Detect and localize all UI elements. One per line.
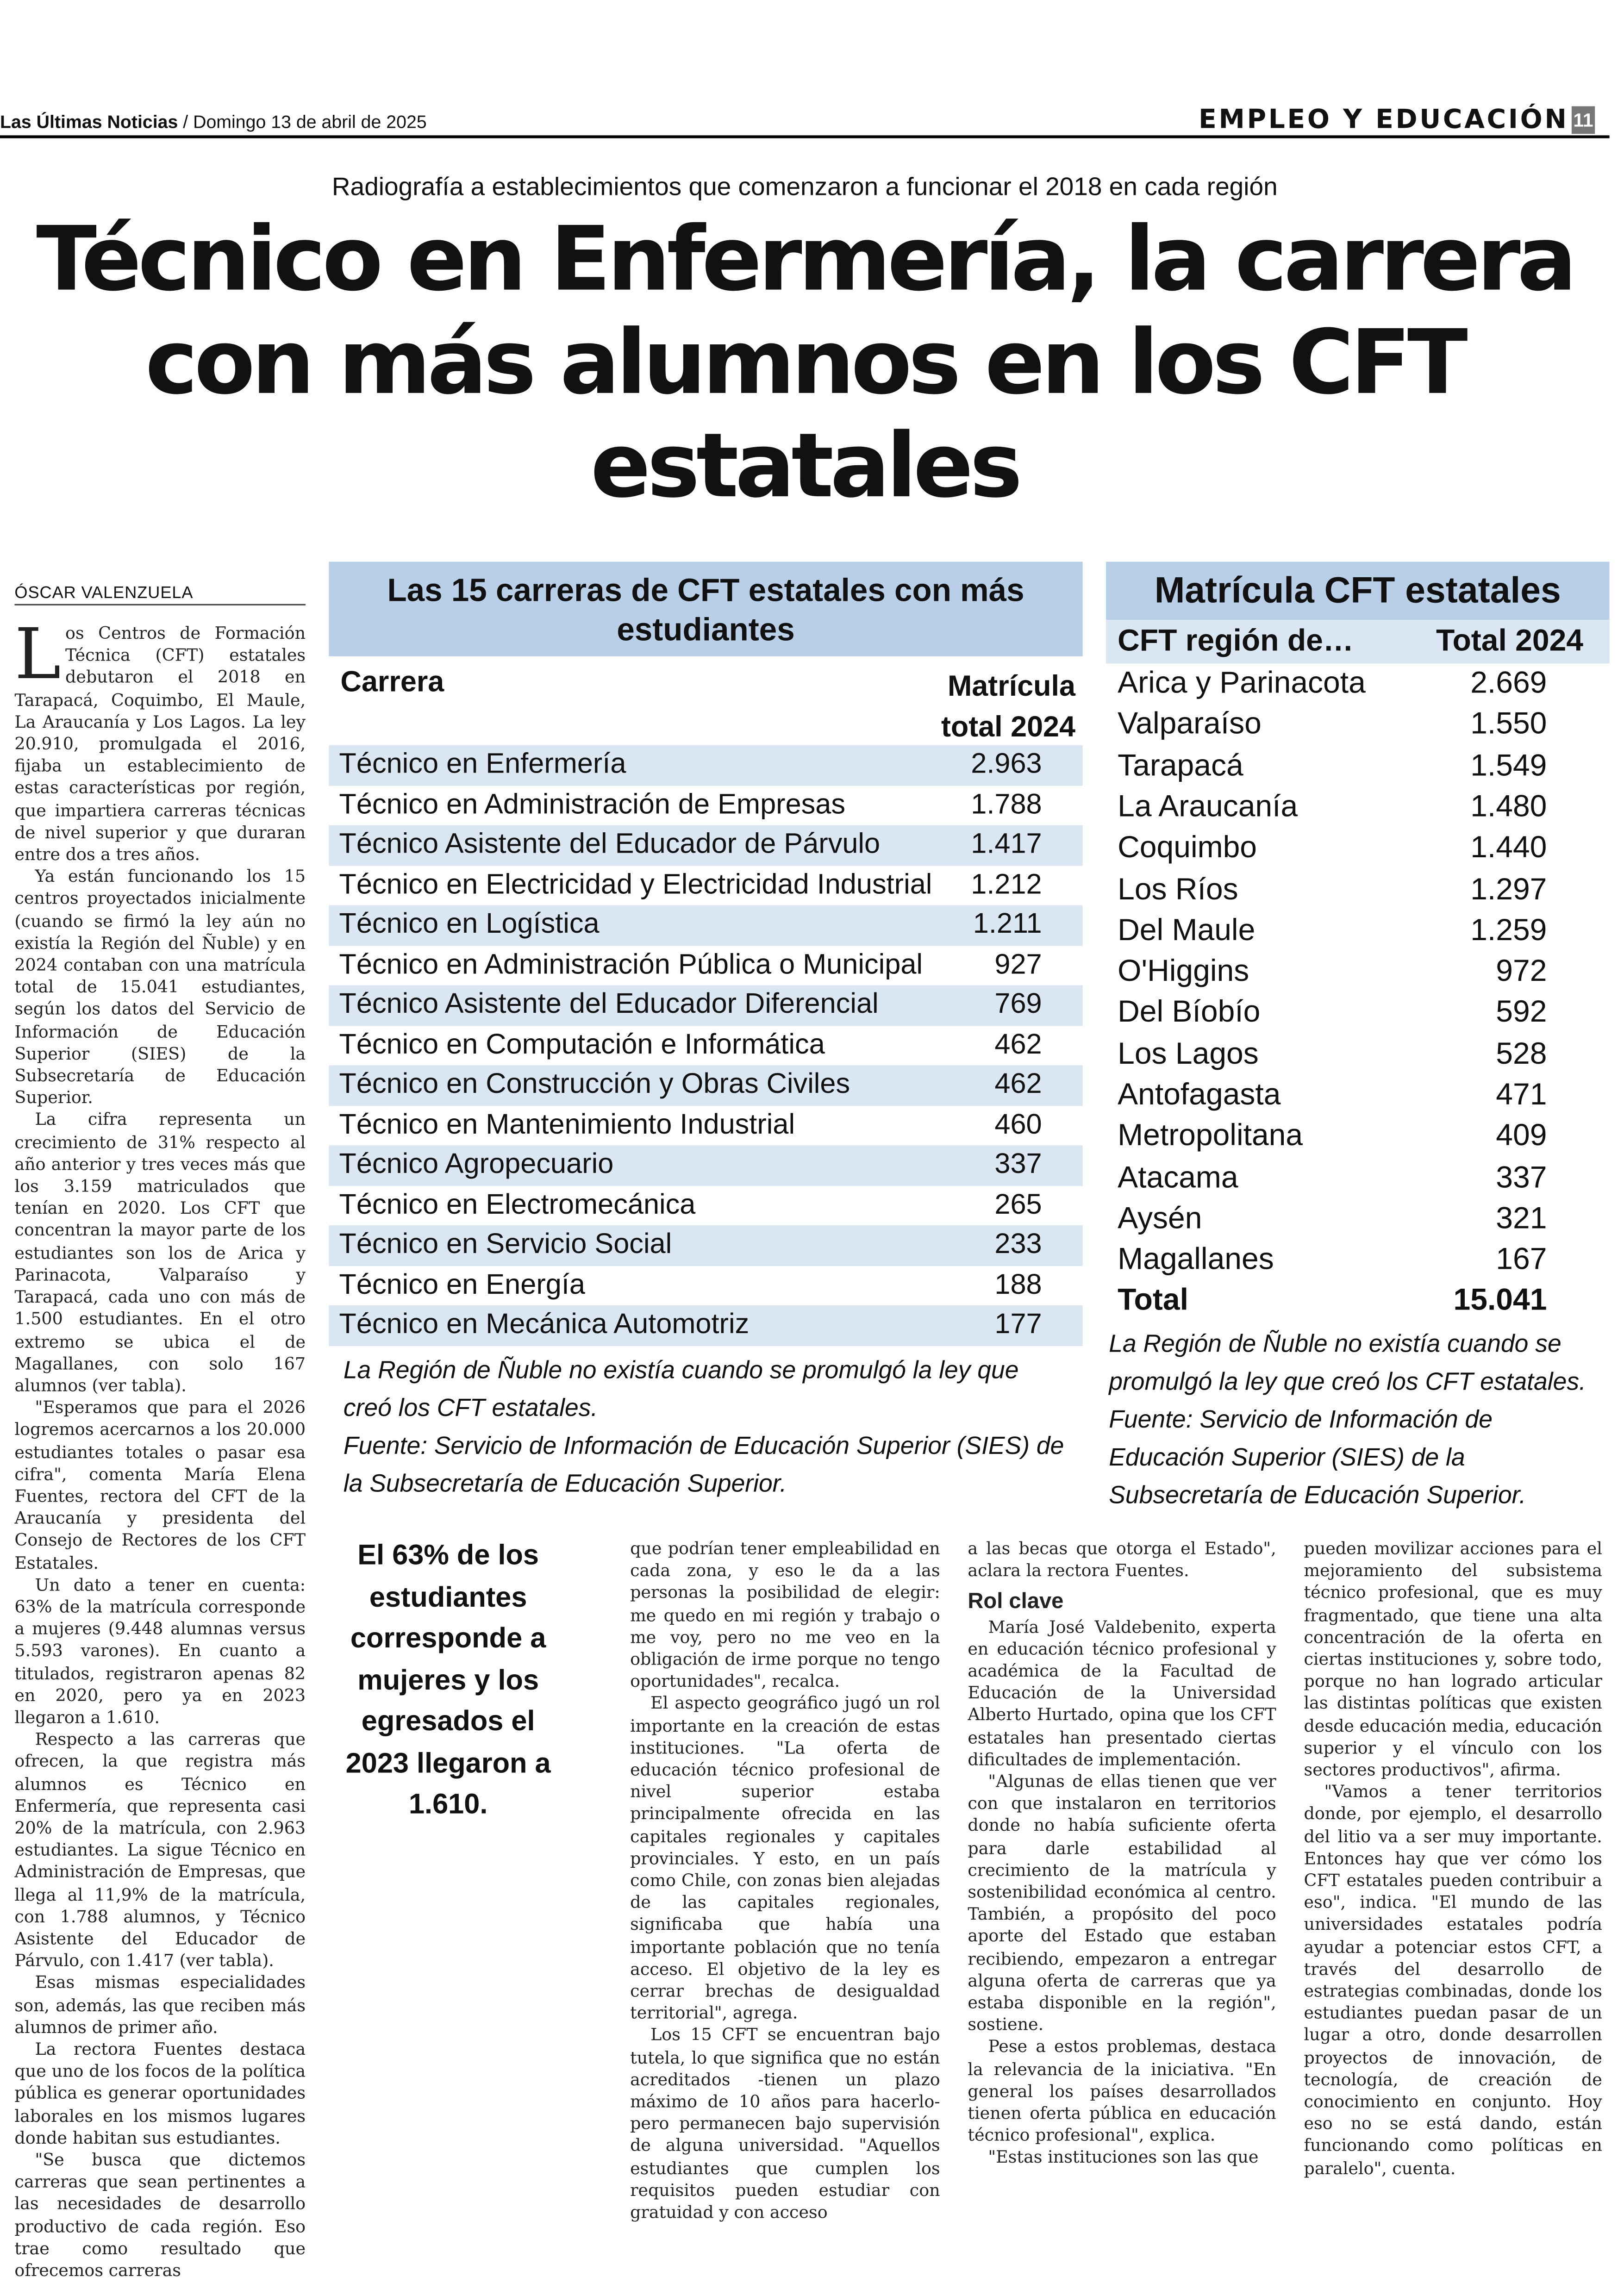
region-total: 1.480 bbox=[1470, 790, 1547, 824]
region-name: Coquimbo bbox=[1118, 831, 1257, 865]
career-enrollment: 188 bbox=[994, 1268, 1042, 1301]
region-total: 2.669 bbox=[1470, 666, 1547, 700]
article-column-3 bbox=[630, 1538, 940, 2224]
career-row bbox=[329, 865, 1082, 905]
paragraph: que podrían tener empleabilidad en cada zona, y eso le da a las personas la posibilidad de elegir: me quedo en mi región y trabajo o me voy, pero no me veo en la obligación de irme porque no tengo oportunidades", recalca. bbox=[630, 1538, 940, 1691]
career-row bbox=[329, 945, 1082, 985]
region-total: 167 bbox=[1496, 1243, 1547, 1277]
col-header-region: CFT región de… bbox=[1118, 624, 1354, 658]
career-name: Técnico Agropecuario bbox=[339, 1148, 614, 1180]
region-row bbox=[1106, 911, 1610, 952]
paragraph: La cifra representa un crecimiento de 31% respecto al año anterior y tres veces más que los 3.159 matriculados que tenían en 2020. Los CFT que concentran la mayor parte de los estudiantes son los de Arica y Parinacota, Valparaíso y Tarapacá, cada uno con más de 1.500 estudiantes. En el otro extremo se ubica el de Magallanes, con solo 167 alumnos (ver tabla). bbox=[14, 1110, 306, 1396]
career-row bbox=[329, 985, 1082, 1025]
career-enrollment: 1.211 bbox=[973, 908, 1042, 940]
career-row bbox=[329, 825, 1082, 865]
careers-table-source: Fuente: Servicio de Información de Educación Superior (SIES) de la Subsecretaría de Educación Superior. bbox=[343, 1432, 1064, 1498]
region-total: 1.549 bbox=[1470, 748, 1547, 783]
career-row bbox=[329, 1185, 1082, 1225]
careers-table-title: Las 15 carreras de CFT estatales con más estudiantes bbox=[329, 562, 1082, 656]
career-name: Técnico en Enfermería bbox=[339, 748, 626, 780]
region-name: La Araucanía bbox=[1118, 790, 1298, 824]
region-total: 972 bbox=[1496, 954, 1547, 989]
career-name: Técnico en Servicio Social bbox=[339, 1228, 672, 1260]
total-label: Total bbox=[1118, 1283, 1188, 1317]
region-row bbox=[1106, 746, 1610, 787]
region-total: 471 bbox=[1496, 1078, 1547, 1112]
col-header-total: Total 2024 bbox=[1436, 624, 1584, 658]
paragraph: a las becas que otorga el Estado", aclara la rectora Fuentes. bbox=[968, 1538, 1276, 1581]
career-enrollment: 265 bbox=[994, 1188, 1042, 1221]
career-name: Técnico en Administración Pública o Municipal bbox=[339, 948, 923, 980]
careers-table-note: La Región de Ñuble no existía cuando se promulgó la ley que creó los CFT estatales. bbox=[343, 1356, 1019, 1422]
paragraph bbox=[14, 614, 306, 867]
region-total: 528 bbox=[1496, 1037, 1547, 1071]
region-row bbox=[1106, 1075, 1610, 1116]
publication-header bbox=[0, 112, 427, 132]
subhead: Rol clave bbox=[968, 1590, 1064, 1615]
region-name: Aysén bbox=[1118, 1202, 1202, 1235]
region-total: 1.259 bbox=[1470, 913, 1547, 948]
page-number: 11 bbox=[1572, 106, 1595, 134]
career-name: Técnico en Logística bbox=[339, 908, 600, 940]
career-row bbox=[329, 745, 1082, 785]
career-row bbox=[329, 1225, 1082, 1265]
paragraph: La rectora Fuentes destaca que uno de los focos de la política pública es generar oportunidades laborales en los mismos lugares donde habitan sus estudiantes. bbox=[14, 2039, 306, 2148]
paragraph-text: os Centros de Formación Técnica (CFT) estatales debutaron el 2018 en Tarapacá, Coquimbo, El Maule, La Araucanía y Los Lagos. La ley 20.910, promulgada el 2016, fijaba un establecimiento de estas características por región, que impartiera carreras técnicas de nivel superior y que duraran entre dos a tres años. bbox=[14, 623, 306, 865]
career-enrollment: 2.963 bbox=[971, 748, 1042, 780]
region-name: Antofagasta bbox=[1118, 1078, 1281, 1112]
publication-date: / Domingo 13 de abril de 2025 bbox=[178, 112, 427, 133]
career-name: Técnico en Electricidad y Electricidad Industrial bbox=[339, 868, 932, 900]
byline: ÓSCAR VALENZUELA bbox=[14, 585, 194, 603]
paragraph: Los 15 CFT se encuentran bajo tutela, lo que significa que no están acreditados -tienen un plazo máximo de 10 años para hacerlo- pero permanecen bajo supervisión de alguna universidad. "Aquellos estudiantes que cumplen los requisitos pueden estudiar con gratuidad y con acceso bbox=[630, 2025, 940, 2223]
region-row bbox=[1106, 1158, 1610, 1199]
article-headline: Técnico en Enfermería, la carrera con más alumnos en los CFT estatales bbox=[36, 208, 1574, 518]
region-name: Metropolitana bbox=[1118, 1119, 1303, 1153]
article-column-5 bbox=[1304, 1538, 1602, 2180]
region-name: Arica y Parinacota bbox=[1118, 666, 1366, 700]
region-name: O'Higgins bbox=[1118, 954, 1249, 989]
regions-total-row bbox=[1106, 1281, 1610, 1322]
region-row bbox=[1106, 828, 1610, 869]
region-name: Tarapacá bbox=[1118, 748, 1243, 783]
region-row bbox=[1106, 1240, 1610, 1281]
career-enrollment: 1.417 bbox=[971, 828, 1042, 861]
publication-name: Las Últimas Noticias bbox=[0, 112, 178, 133]
career-row bbox=[329, 1305, 1082, 1345]
career-name: Técnico Asistente del Educador de Párvulo bbox=[339, 828, 881, 861]
region-row bbox=[1106, 952, 1610, 993]
region-total: 1.297 bbox=[1470, 872, 1547, 906]
total-value: 15.041 bbox=[1453, 1283, 1547, 1317]
article-column-4 bbox=[968, 1538, 1276, 2169]
careers-table-header bbox=[329, 658, 1082, 745]
paragraph: Un dato a tener en cuenta: 63% de la matrícula corresponde a mujeres (9.448 alumnas versus 5.593 varones). En cuanto a titulados, registraron apenas 82 en 2020, pero ya en 2023 llegaron a 1.610. bbox=[14, 1574, 306, 1727]
career-name: Técnico en Administración de Empresas bbox=[339, 788, 846, 820]
career-enrollment: 177 bbox=[994, 1308, 1042, 1341]
career-enrollment: 460 bbox=[994, 1108, 1042, 1141]
career-name: Técnico Asistente del Educador Diferencial bbox=[339, 988, 879, 1020]
section-name: EMPLEO Y EDUCACIÓN bbox=[1199, 105, 1569, 136]
paragraph: "Vamos a tener territorios donde, por ejemplo, el desarrollo del litio va a ser muy importante. Entonces hay que ver cómo los CFT estatales pueden contribuir a eso", indica. "El mundo de las universidades estatales podría ayudar a potenciar estos CFT, a través del desarrollo de estrategias combinadas, donde los estudiantes puedan pasar de un lugar a otro, donde desarrollen proyectos de innovación, de tecnología, de creación de conocimiento en conjunto. Hoy eso no se está dando, están funcionando como políticas en paralelo", cuenta. bbox=[1304, 1781, 1602, 2178]
article-column-1 bbox=[14, 614, 306, 2283]
region-row bbox=[1106, 787, 1610, 829]
region-total: 409 bbox=[1496, 1119, 1547, 1153]
career-row bbox=[329, 1266, 1082, 1305]
regions-table-title: Matrícula CFT estatales bbox=[1106, 562, 1610, 620]
region-total: 592 bbox=[1496, 996, 1547, 1029]
region-name: Del Bíobío bbox=[1118, 996, 1261, 1029]
career-enrollment: 769 bbox=[994, 988, 1042, 1020]
regions-table-header bbox=[1106, 620, 1610, 663]
paragraph: "Estas instituciones son las que bbox=[988, 2147, 1259, 2168]
region-row bbox=[1106, 1116, 1610, 1158]
header-rule bbox=[0, 135, 1610, 137]
region-row bbox=[1106, 993, 1610, 1034]
career-enrollment: 927 bbox=[994, 948, 1042, 980]
career-enrollment: 462 bbox=[994, 1068, 1042, 1100]
col-header-career: Carrera bbox=[340, 666, 444, 699]
career-enrollment: 1.788 bbox=[971, 788, 1042, 820]
career-row bbox=[329, 1105, 1082, 1145]
region-name: Atacama bbox=[1118, 1160, 1238, 1194]
paragraph: El aspecto geográfico jugó un rol importante en la creación de estas instituciones. "La oferta de educación técnico profesional de nivel superior estaba principalmente ofrecida en las capitales regionales y capitales provinciales. Y esto, en un país como Chile, con zonas bien alejadas de las capitales regionales, significaba que había una importante población que no tenía acceso. El objetivo de la ley es cerrar brechas de desigualdad territorial", agrega. bbox=[630, 1693, 940, 2023]
career-enrollment: 1.212 bbox=[971, 868, 1042, 900]
paragraph: "Se busca que dictemos carreras que sean pertinentes a las necesidades de desarrollo productivo de cada región. Eso trae como resultado que ofrecemos carreras bbox=[14, 2149, 306, 2281]
paragraph: "Algunas de ellas tienen que ver con que instalaron en territorios donde no había suficiente oferta para darle estabilidad al crecimiento de la matrícula y sostenibilidad económica al centro. También, a propósito del poco aporte del Estado que estaban recibiendo, empezaron a entregar alguna oferta de carreras que ya estaba disponible en la región", sostiene. bbox=[968, 1771, 1276, 2035]
regions-table-note: La Región de Ñuble no existía cuando se promulgó la ley que creó los CFT estatales. bbox=[1109, 1330, 1586, 1396]
paragraph: María José Valdebenito, experta en educación técnico profesional y académica de la Facultad de Educación de la Universidad Alberto Hurtado, opina que los CFT estatales han presentado ciertas dificultades de implementación. bbox=[968, 1616, 1276, 1770]
career-enrollment: 462 bbox=[994, 1028, 1042, 1060]
region-name: Del Maule bbox=[1118, 913, 1255, 948]
paragraph: Ya están funcionando los 15 centros proyectados inicialmente (cuando se firmó la ley aún no existía la Región del Ñuble) y en 2024 contaban con una matrícula total de 15.041 estudiantes, según los datos del Servicio de Información de Educación Superior (SIES) de la Subsecretaría de Educación Superior. bbox=[14, 866, 306, 1108]
regions-table-source: Fuente: Servicio de Información de Educación Superior (SIES) de la Subsecretaría de Educación Superior. bbox=[1109, 1406, 1526, 1509]
region-row bbox=[1106, 1199, 1610, 1240]
paragraph: pueden movilizar acciones para el mejoramiento del subsistema técnico profesional, que es muy fragmentado, que tiene una alta concentración de la oferta en ciertas instituciones y, sobre todo, porque no han logrado articular las distintas políticas que existen desde educación media, educación superior y el vínculo con los sectores productivos", afirma. bbox=[1304, 1538, 1602, 1780]
career-row bbox=[329, 1025, 1082, 1065]
region-total: 1.440 bbox=[1470, 831, 1547, 865]
paragraph: "Esperamos que para el 2026 logremos acercarnos a los 20.000 estudiantes totales o pasar esa cifra", comenta María Elena Fuentes, rectora del CFT de la Araucanía y presidenta del Consejo de Rectores de los CFT Estatales. bbox=[14, 1397, 306, 1573]
region-row bbox=[1106, 1034, 1610, 1075]
career-name: Técnico en Mecánica Automotriz bbox=[339, 1308, 750, 1341]
region-row bbox=[1106, 869, 1610, 911]
byline-rule bbox=[14, 604, 306, 605]
career-name: Técnico en Electromecánica bbox=[339, 1188, 696, 1221]
career-name: Técnico en Construcción y Obras Civiles bbox=[339, 1068, 850, 1100]
pull-quote: El 63% de los estudiantes corresponde a mujeres y los egresados el 2023 llegaron a 1.610. bbox=[345, 1540, 551, 1821]
region-name: Valparaíso bbox=[1118, 707, 1262, 742]
career-row bbox=[329, 1065, 1082, 1105]
region-name: Los Ríos bbox=[1118, 872, 1238, 906]
region-total: 337 bbox=[1496, 1160, 1547, 1194]
career-row bbox=[329, 785, 1082, 825]
career-row bbox=[329, 1145, 1082, 1185]
paragraph: Respecto a las carreras que ofrecen, la que registra más alumnos es Técnico en Enfermería, que representa casi 20% de la matrícula, con 2.963 estudiantes. La sigue Técnico en Administración de Empresas, que llega al 11,9% de la matrícula, con 1.788 alumnos, y Técnico Asistente del Educador de Párvulo, con 1.417 (ver tabla). bbox=[14, 1729, 306, 1971]
career-name: Técnico en Mantenimiento Industrial bbox=[339, 1108, 795, 1141]
article-kicker: Radiografía a establecimientos que comenzaron a funcionar el 2018 en cada región bbox=[331, 171, 1278, 201]
region-name: Magallanes bbox=[1118, 1243, 1274, 1277]
region-row bbox=[1106, 664, 1610, 705]
career-name: Técnico en Energía bbox=[339, 1268, 585, 1301]
career-row bbox=[329, 905, 1082, 945]
paragraph: Pese a estos problemas, destaca la relevancia de la iniciativa. "En general los países desarrollados tienen oferta pública en educación técnico profesional", explica. bbox=[968, 2036, 1276, 2145]
region-name: Los Lagos bbox=[1118, 1037, 1259, 1071]
paragraph: Esas mismas especialidades son, además, las que reciben más alumnos de primer año. bbox=[14, 1972, 306, 2037]
region-row bbox=[1106, 705, 1610, 746]
drop-cap: L bbox=[14, 614, 61, 696]
career-enrollment: 337 bbox=[994, 1148, 1042, 1180]
career-enrollment: 233 bbox=[994, 1228, 1042, 1260]
region-total: 1.550 bbox=[1470, 707, 1547, 742]
col-header-enrollment: Matrícula total 2024 bbox=[941, 671, 1075, 744]
career-name: Técnico en Computación e Informática bbox=[339, 1028, 825, 1060]
region-total: 321 bbox=[1496, 1202, 1547, 1235]
